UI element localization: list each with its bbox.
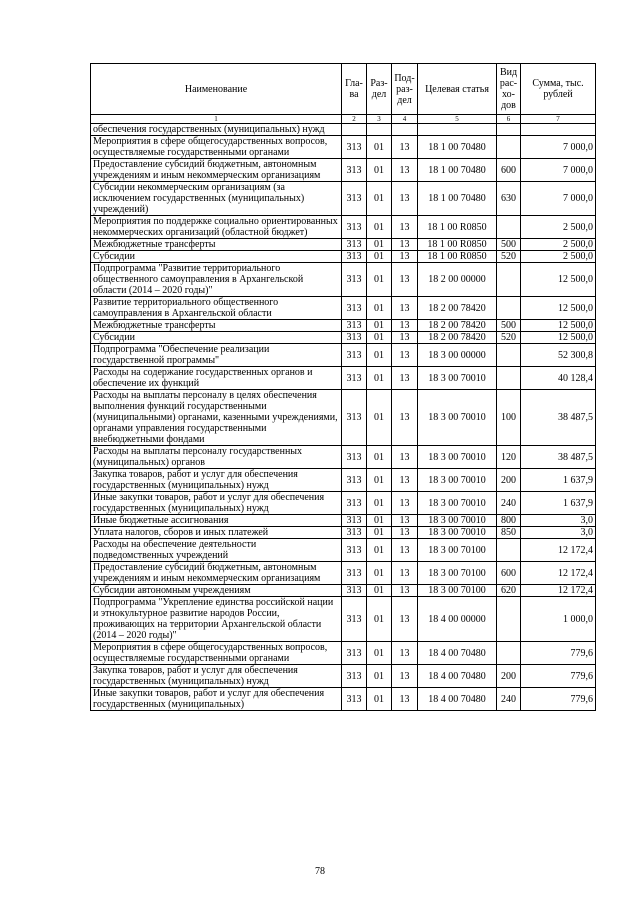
row-target-article: 18 3 00 70010 [418,492,497,515]
table-row [91,136,596,159]
row-name: Закупка товаров, работ и услуг для обеспечения государственных (муниципальных) нужд [91,665,342,688]
column-number-row [91,115,596,124]
table-row [91,585,596,597]
column-number: 4 [392,115,418,124]
row-section: 01 [367,239,392,251]
row-amount: 2 500,0 [521,216,596,239]
row-chapter [342,124,367,136]
row-name: Расходы на выплаты персоналу в целях обеспечения выполнения функций государственными (муниципальными) органами, казенными учреждениями, органами управления государственными внебюджетными фондами [91,390,342,446]
table-row [91,344,596,367]
row-expense-type [497,297,521,320]
row-subsection: 13 [392,332,418,344]
header-subsection: Под-раз-дел [392,64,418,115]
row-expense-type: 600 [497,562,521,585]
table-row [91,562,596,585]
row-subsection: 13 [392,469,418,492]
row-name: Расходы на обеспечение деятельности подведомственных учреждений [91,539,342,562]
row-amount: 40 128,4 [521,367,596,390]
row-amount: 3,0 [521,527,596,539]
row-name: Субсидии [91,332,342,344]
row-expense-type: 500 [497,239,521,251]
row-subsection: 13 [392,688,418,711]
row-target-article: 18 1 00 70480 [418,182,497,216]
row-expense-type: 200 [497,665,521,688]
row-subsection: 13 [392,390,418,446]
column-number: 5 [418,115,497,124]
row-section: 01 [367,332,392,344]
column-number: 3 [367,115,392,124]
header-amount: Сумма, тыс. рублей [521,64,596,115]
row-chapter: 313 [342,390,367,446]
row-expense-type: 520 [497,332,521,344]
row-subsection: 13 [392,216,418,239]
row-amount: 12 172,4 [521,585,596,597]
row-target-article: 18 1 00 R0850 [418,251,497,263]
table-row [91,251,596,263]
row-section: 01 [367,136,392,159]
row-target-article: 18 4 00 70480 [418,642,497,665]
row-expense-type [497,539,521,562]
row-name: Мероприятия по поддержке социально ориентированных некоммерческих организаций (областной бюджет) [91,216,342,239]
row-target-article: 18 4 00 00000 [418,597,497,642]
row-amount: 7 000,0 [521,159,596,182]
row-amount: 12 500,0 [521,320,596,332]
row-section: 01 [367,469,392,492]
row-amount: 779,6 [521,665,596,688]
row-expense-type [497,263,521,297]
row-chapter: 313 [342,642,367,665]
table-row [91,665,596,688]
row-expense-type [497,344,521,367]
row-target-article: 18 4 00 70480 [418,688,497,711]
row-expense-type: 520 [497,251,521,263]
row-name: Межбюджетные трансферты [91,320,342,332]
table-row [91,367,596,390]
row-subsection: 13 [392,446,418,469]
row-target-article: 18 3 00 70100 [418,539,497,562]
row-expense-type [497,216,521,239]
table-row [91,216,596,239]
row-name: Закупка товаров, работ и услуг для обеспечения государственных (муниципальных) нужд [91,469,342,492]
table-row [91,515,596,527]
row-subsection: 13 [392,665,418,688]
row-name: Мероприятия в сфере общегосударственных вопросов, осуществляемые государственными органами [91,642,342,665]
row-section: 01 [367,297,392,320]
row-amount: 1 637,9 [521,492,596,515]
row-expense-type: 800 [497,515,521,527]
row-target-article: 18 3 00 70010 [418,446,497,469]
row-amount: 12 500,0 [521,332,596,344]
row-expense-type: 100 [497,390,521,446]
row-amount: 7 000,0 [521,136,596,159]
row-section: 01 [367,688,392,711]
row-chapter: 313 [342,597,367,642]
row-chapter: 313 [342,446,367,469]
row-expense-type [497,597,521,642]
row-amount: 1 000,0 [521,597,596,642]
row-amount: 7 000,0 [521,182,596,216]
header-target-article: Целевая статья [418,64,497,115]
row-chapter: 313 [342,527,367,539]
row-amount: 12 500,0 [521,297,596,320]
header-expense-type: Вид рас-хо-дов [497,64,521,115]
table-row [91,642,596,665]
row-section: 01 [367,320,392,332]
row-target-article: 18 2 00 00000 [418,263,497,297]
row-section: 01 [367,665,392,688]
row-target-article: 18 3 00 70100 [418,562,497,585]
column-number: 2 [342,115,367,124]
row-section: 01 [367,216,392,239]
row-subsection: 13 [392,136,418,159]
row-subsection: 13 [392,367,418,390]
row-expense-type: 120 [497,446,521,469]
row-amount: 12 172,4 [521,539,596,562]
row-name: Подпрограмма "Развитие территориального общественного самоуправления в Архангельской области (2014 – 2020 годы)" [91,263,342,297]
budget-table [90,63,596,711]
row-subsection: 13 [392,642,418,665]
row-target-article: 18 3 00 00000 [418,344,497,367]
row-chapter: 313 [342,562,367,585]
row-subsection: 13 [392,297,418,320]
row-amount [521,124,596,136]
table-row [91,446,596,469]
row-section: 01 [367,597,392,642]
row-name: обеспечения государственных (муниципальных) нужд [91,124,342,136]
row-name: Межбюджетные трансферты [91,239,342,251]
row-chapter: 313 [342,515,367,527]
row-name: Мероприятия в сфере общегосударственных вопросов, осуществляемые государственными органами [91,136,342,159]
row-section: 01 [367,527,392,539]
row-target-article: 18 1 00 R0850 [418,216,497,239]
table-row [91,332,596,344]
row-expense-type: 240 [497,492,521,515]
row-subsection: 13 [392,515,418,527]
header-chapter: Гла-ва [342,64,367,115]
row-chapter: 313 [342,585,367,597]
row-amount: 3,0 [521,515,596,527]
row-section: 01 [367,344,392,367]
row-subsection: 13 [392,597,418,642]
row-expense-type: 500 [497,320,521,332]
row-target-article: 18 3 00 70010 [418,527,497,539]
table-body [91,124,596,711]
row-chapter: 313 [342,469,367,492]
row-chapter: 313 [342,159,367,182]
table-row [91,124,596,136]
row-section: 01 [367,562,392,585]
row-subsection: 13 [392,539,418,562]
row-target-article: 18 3 00 70010 [418,390,497,446]
row-name: Предоставление субсидий бюджетным, автономным учреждениям и иным некоммерческим организациям [91,562,342,585]
row-section: 01 [367,515,392,527]
table-row [91,469,596,492]
row-expense-type: 200 [497,469,521,492]
row-expense-type [497,642,521,665]
row-amount: 2 500,0 [521,239,596,251]
table-row [91,182,596,216]
row-section [367,124,392,136]
row-name: Подпрограмма "Обеспечение реализации государственной программы" [91,344,342,367]
row-target-article: 18 1 00 70480 [418,136,497,159]
table-row [91,597,596,642]
table-row [91,239,596,251]
row-target-article: 18 2 00 78420 [418,332,497,344]
row-expense-type [497,367,521,390]
header-section: Раз-дел [367,64,392,115]
table-row [91,297,596,320]
row-subsection: 13 [392,263,418,297]
row-target-article: 18 3 00 70010 [418,515,497,527]
row-expense-type [497,124,521,136]
row-expense-type: 600 [497,159,521,182]
row-chapter: 313 [342,136,367,159]
row-chapter: 313 [342,492,367,515]
row-expense-type: 620 [497,585,521,597]
row-amount: 52 300,8 [521,344,596,367]
row-name: Расходы на выплаты персоналу государственных (муниципальных) органов [91,446,342,469]
row-target-article [418,124,497,136]
row-subsection: 13 [392,251,418,263]
row-amount: 1 637,9 [521,469,596,492]
row-chapter: 313 [342,344,367,367]
row-name: Субсидии некоммерческим организациям (за исключением государственных (муниципальных) учреждений) [91,182,342,216]
row-name: Подпрограмма "Укрепление единства российской нации и этнокультурное развитие народов России, проживающих на территории Архангельской области (2014 – 2020 годы)" [91,597,342,642]
row-chapter: 313 [342,251,367,263]
row-target-article: 18 1 00 R0850 [418,239,497,251]
row-subsection: 13 [392,527,418,539]
row-amount: 38 487,5 [521,390,596,446]
row-chapter: 313 [342,332,367,344]
table-row [91,527,596,539]
row-section: 01 [367,390,392,446]
row-amount: 2 500,0 [521,251,596,263]
row-amount: 12 500,0 [521,263,596,297]
row-expense-type [497,136,521,159]
column-number: 1 [91,115,342,124]
table-row [91,390,596,446]
row-subsection: 13 [392,585,418,597]
row-subsection: 13 [392,320,418,332]
row-chapter: 313 [342,263,367,297]
row-name: Иные бюджетные ассигнования [91,515,342,527]
table-row [91,263,596,297]
row-chapter: 313 [342,665,367,688]
row-target-article: 18 3 00 70010 [418,469,497,492]
row-target-article: 18 2 00 78420 [418,320,497,332]
row-chapter: 313 [342,239,367,251]
row-subsection: 13 [392,344,418,367]
row-name: Иные закупки товаров, работ и услуг для обеспечения государственных (муниципальных) [91,688,342,711]
row-amount: 38 487,5 [521,446,596,469]
column-number: 6 [497,115,521,124]
row-target-article: 18 3 00 70100 [418,585,497,597]
row-name: Субсидии [91,251,342,263]
row-section: 01 [367,263,392,297]
row-target-article: 18 4 00 70480 [418,665,497,688]
table-header-row [91,64,596,115]
row-subsection: 13 [392,492,418,515]
row-chapter: 313 [342,320,367,332]
row-section: 01 [367,182,392,216]
table-row [91,539,596,562]
row-chapter: 313 [342,182,367,216]
row-name: Развитие территориального общественного самоуправления в Архангельской области [91,297,342,320]
table-row [91,688,596,711]
row-section: 01 [367,251,392,263]
row-target-article: 18 2 00 78420 [418,297,497,320]
row-name: Расходы на содержание государственных органов и обеспечение их функций [91,367,342,390]
row-section: 01 [367,367,392,390]
table-row [91,159,596,182]
row-subsection: 13 [392,562,418,585]
row-target-article: 18 1 00 70480 [418,159,497,182]
row-expense-type: 240 [497,688,521,711]
row-name: Иные закупки товаров, работ и услуг для обеспечения государственных (муниципальных) нужд [91,492,342,515]
row-section: 01 [367,585,392,597]
row-section: 01 [367,642,392,665]
column-number: 7 [521,115,596,124]
row-expense-type: 850 [497,527,521,539]
row-subsection: 13 [392,182,418,216]
row-target-article: 18 3 00 70010 [418,367,497,390]
row-name: Субсидии автономным учреждениям [91,585,342,597]
row-chapter: 313 [342,688,367,711]
row-amount: 779,6 [521,688,596,711]
row-name: Уплата налогов, сборов и иных платежей [91,527,342,539]
row-section: 01 [367,159,392,182]
page-number: 78 [315,866,325,877]
row-section: 01 [367,446,392,469]
row-amount: 12 172,4 [521,562,596,585]
table-row [91,492,596,515]
row-name: Предоставление субсидий бюджетным, автономным учреждениям и иным некоммерческим организациям [91,159,342,182]
header-name: Наименование [91,64,342,115]
table-row [91,320,596,332]
row-amount: 779,6 [521,642,596,665]
row-subsection: 13 [392,159,418,182]
row-chapter: 313 [342,539,367,562]
row-section: 01 [367,492,392,515]
row-subsection: 13 [392,239,418,251]
row-section: 01 [367,539,392,562]
row-expense-type: 630 [497,182,521,216]
row-chapter: 313 [342,367,367,390]
row-chapter: 313 [342,297,367,320]
row-subsection [392,124,418,136]
row-chapter: 313 [342,216,367,239]
